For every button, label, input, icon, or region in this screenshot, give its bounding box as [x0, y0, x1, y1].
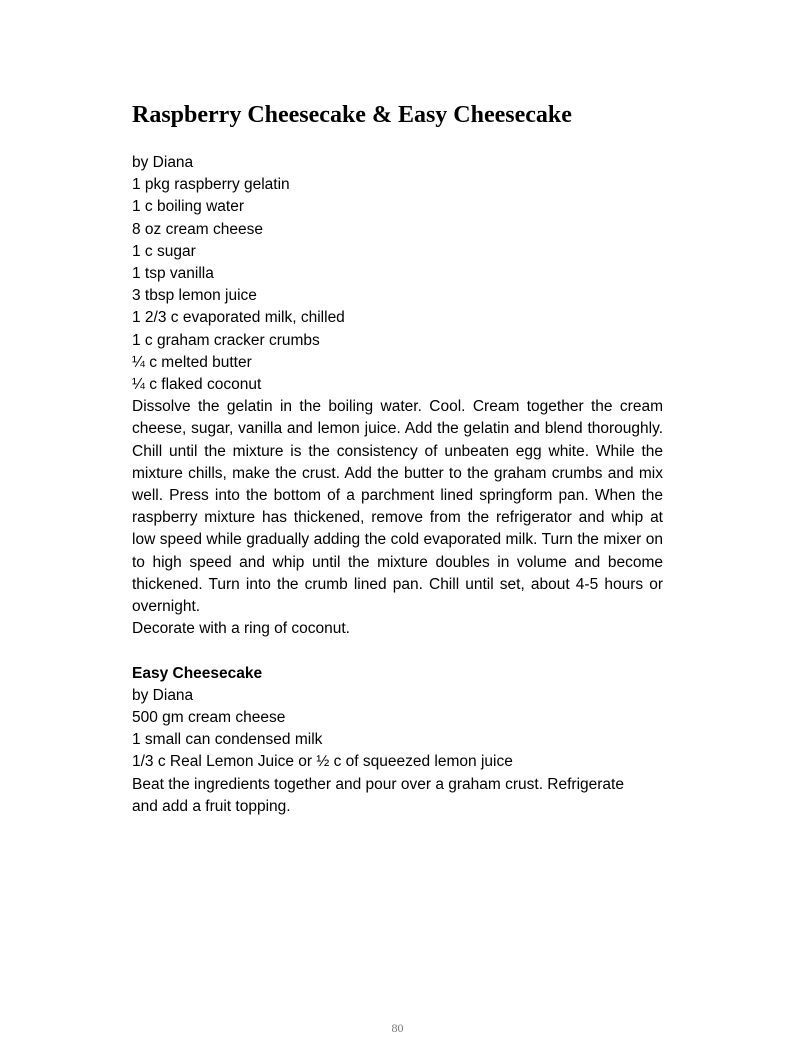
ingredient-line: 500 gm cream cheese	[132, 709, 286, 727]
ingredient-line: ¼ c flaked coconut	[132, 376, 262, 394]
recipe2-instructions-end: and add a fruit topping.	[132, 797, 291, 815]
ingredient-line: 1/3 c Real Lemon Juice or ½ c of squeezed lemon juice	[132, 753, 513, 771]
ingredient-line: 1 c sugar	[132, 242, 196, 260]
recipe1-instructions-end: Decorate with a ring of coconut.	[132, 620, 350, 638]
recipe1-instructions: Dissolve the gelatin in the boiling water. Cool. Cream together the cream cheese, sugar, vanilla and lemon juice. Add the gelatin and blend thoroughly. Chill until the mixture is the consistency of unbeaten egg white. While the mixture chills, make the crust. Add the butter to the graham crumbs and mix well. Press into the bottom of a parchment lined springform pan. When the raspberry mixture has thickened, remove from the refrigerator and whip at low speed while gradually adding the cold evaporated milk. Turn the mixer on to high speed and whip until the mixture doubles in volume and become thickened. Turn into the crumb lined pan. Chill until set, about 4-5 hours or overnight.	[132, 398, 663, 616]
page-title: Raspberry Cheesecake & Easy Cheesecake	[132, 102, 572, 128]
recipe2-heading: Easy Cheesecake	[132, 664, 263, 682]
ingredient-line: 1 pkg raspberry gelatin	[132, 176, 290, 194]
recipe-body	[132, 152, 663, 818]
recipe2-byline: by Diana	[132, 686, 194, 704]
ingredient-line: 1 small can condensed milk	[132, 731, 323, 749]
paragraph-spacer	[132, 640, 663, 662]
ingredient-line: 1 c graham cracker crumbs	[132, 331, 320, 349]
ingredient-line: ¼ c melted butter	[132, 353, 252, 371]
ingredient-line: 1 2/3 c evaporated milk, chilled	[132, 309, 345, 327]
recipe2-instructions: Beat the ingredients together and pour over a graham crust. Refrigerate	[132, 775, 624, 793]
ingredient-line: 1 c boiling water	[132, 198, 245, 216]
ingredient-line: 1 tsp vanilla	[132, 265, 214, 283]
ingredient-line: 3 tbsp lemon juice	[132, 287, 257, 305]
recipe1-byline: by Diana	[132, 154, 194, 171]
page-number: 80	[391, 1021, 404, 1035]
ingredient-line: 8 oz cream cheese	[132, 220, 263, 238]
